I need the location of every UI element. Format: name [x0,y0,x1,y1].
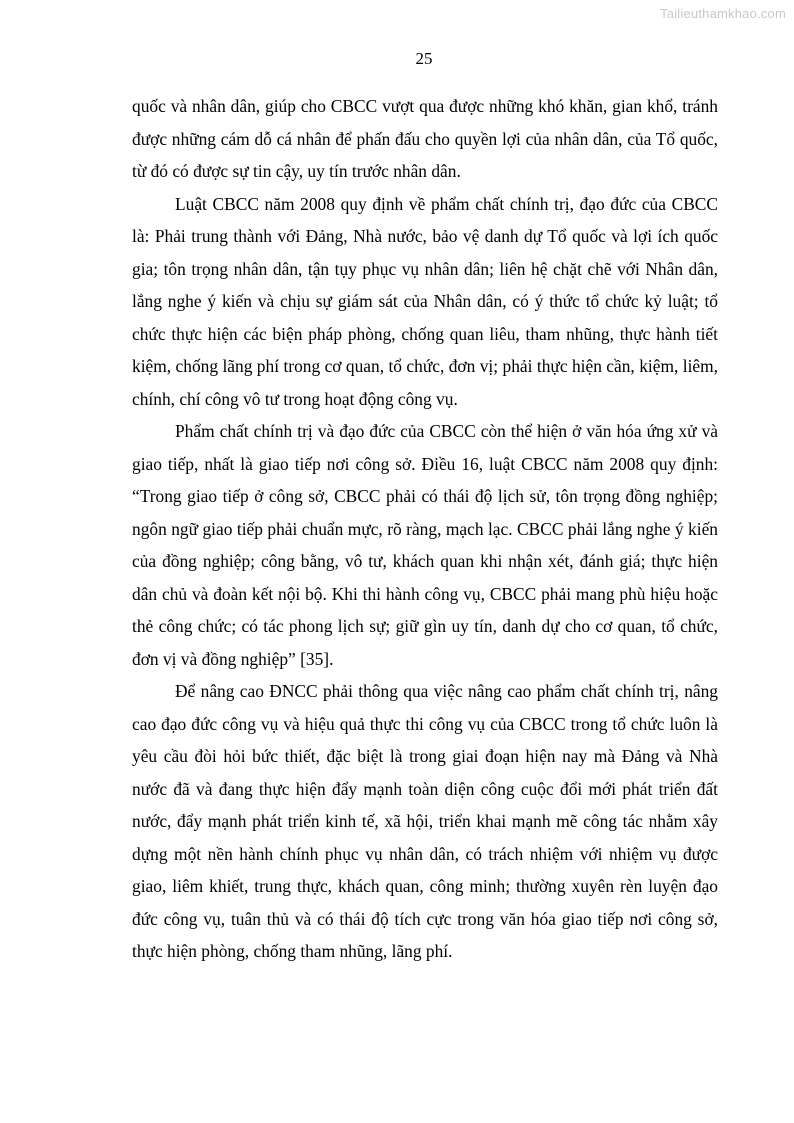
page-number: 25 [415,49,433,68]
watermark: Tailieuthamkhao.com [660,6,786,21]
paragraph-improving-quality: Để nâng cao ĐNCC phải thông qua việc nâng cao phẩm chất chính trị, nâng cao đạo đức công vụ và hiệu quả thực thi công vụ của CBCC trong tổ chức luôn là yêu cầu đòi hỏi bức thiết, đặc biệt là trong giai đoạn hiện nay mà Đảng và Nhà nước đã và đang thực hiện đẩy mạnh toàn diện công cuộc đổi mới phát triển đất nước, đẩy mạnh phát triển kinh tế, xã hội, triển khai mạnh mẽ công tác nhằm xây dựng một nền hành chính phục vụ nhân dân, có trách nhiệm với nhiệm vụ được giao, liêm khiết, trung thực, khách quan, công minh; thường xuyên rèn luyện đạo đức công vụ, tuân thủ và có thái độ tích cực trong văn hóa giao tiếp nơi công sở, thực hiện phòng, chống tham nhũng, lãng phí. [132,681,718,961]
paragraph-law-provisions: Luật CBCC năm 2008 quy định về phẩm chất chính trị, đạo đức của CBCC là: Phải trung thành với Đảng, Nhà nước, bảo vệ danh dự Tổ quốc và lợi ích quốc gia; tôn trọng nhân dân, tận tụy phục vụ nhân dân; liên hệ chặt chẽ với Nhân dân, lắng nghe ý kiến và chịu sự giám sát của Nhân dân, có ý thức tổ chức kỷ luật; tổ chức thực hiện các biện pháp phòng, chống quan liêu, tham nhũng, thực hành tiết kiệm, chống lãng phí trong cơ quan, tổ chức, đơn vị; phải thực hiện cần, kiệm, liêm, chính, chí công vô tư trong hoạt động công vụ. [132,193,718,409]
paragraph-continuation: quốc và nhân dân, giúp cho CBCC vượt qua được những khó khăn, gian khổ, tránh được những cám dỗ cá nhân để phấn đấu cho quyền lợi của nhân dân, của Tổ quốc, từ đó có được sự tin cậy, uy tín trước nhân dân. [132,96,718,181]
document-body [132,90,718,968]
paragraph-workplace-communication: Phẩm chất chính trị và đạo đức của CBCC còn thể hiện ở văn hóa ứng xử và giao tiếp, nhất là giao tiếp nơi công sở. Điều 16, luật CBCC năm 2008 quy định: “Trong giao tiếp ở công sở, CBCC phải có thái độ lịch sử, tôn trọng đồng nghiệp; ngôn ngữ giao tiếp phải chuẩn mực, rõ ràng, mạch lạc. CBCC phải lắng nghe ý kiến của đồng nghiệp; công bằng, vô tư, khách quan khi nhận xét, đánh giá; thực hiện dân chủ và đoàn kết nội bộ. Khi thi hành công vụ, CBCC phải mang phù hiệu hoặc thẻ công chức; có tác phong lịch sự; giữ gìn uy tín, danh dự cho cơ quan, tổ chức, đơn vị và đồng nghiệp” [35]. [132,421,718,669]
